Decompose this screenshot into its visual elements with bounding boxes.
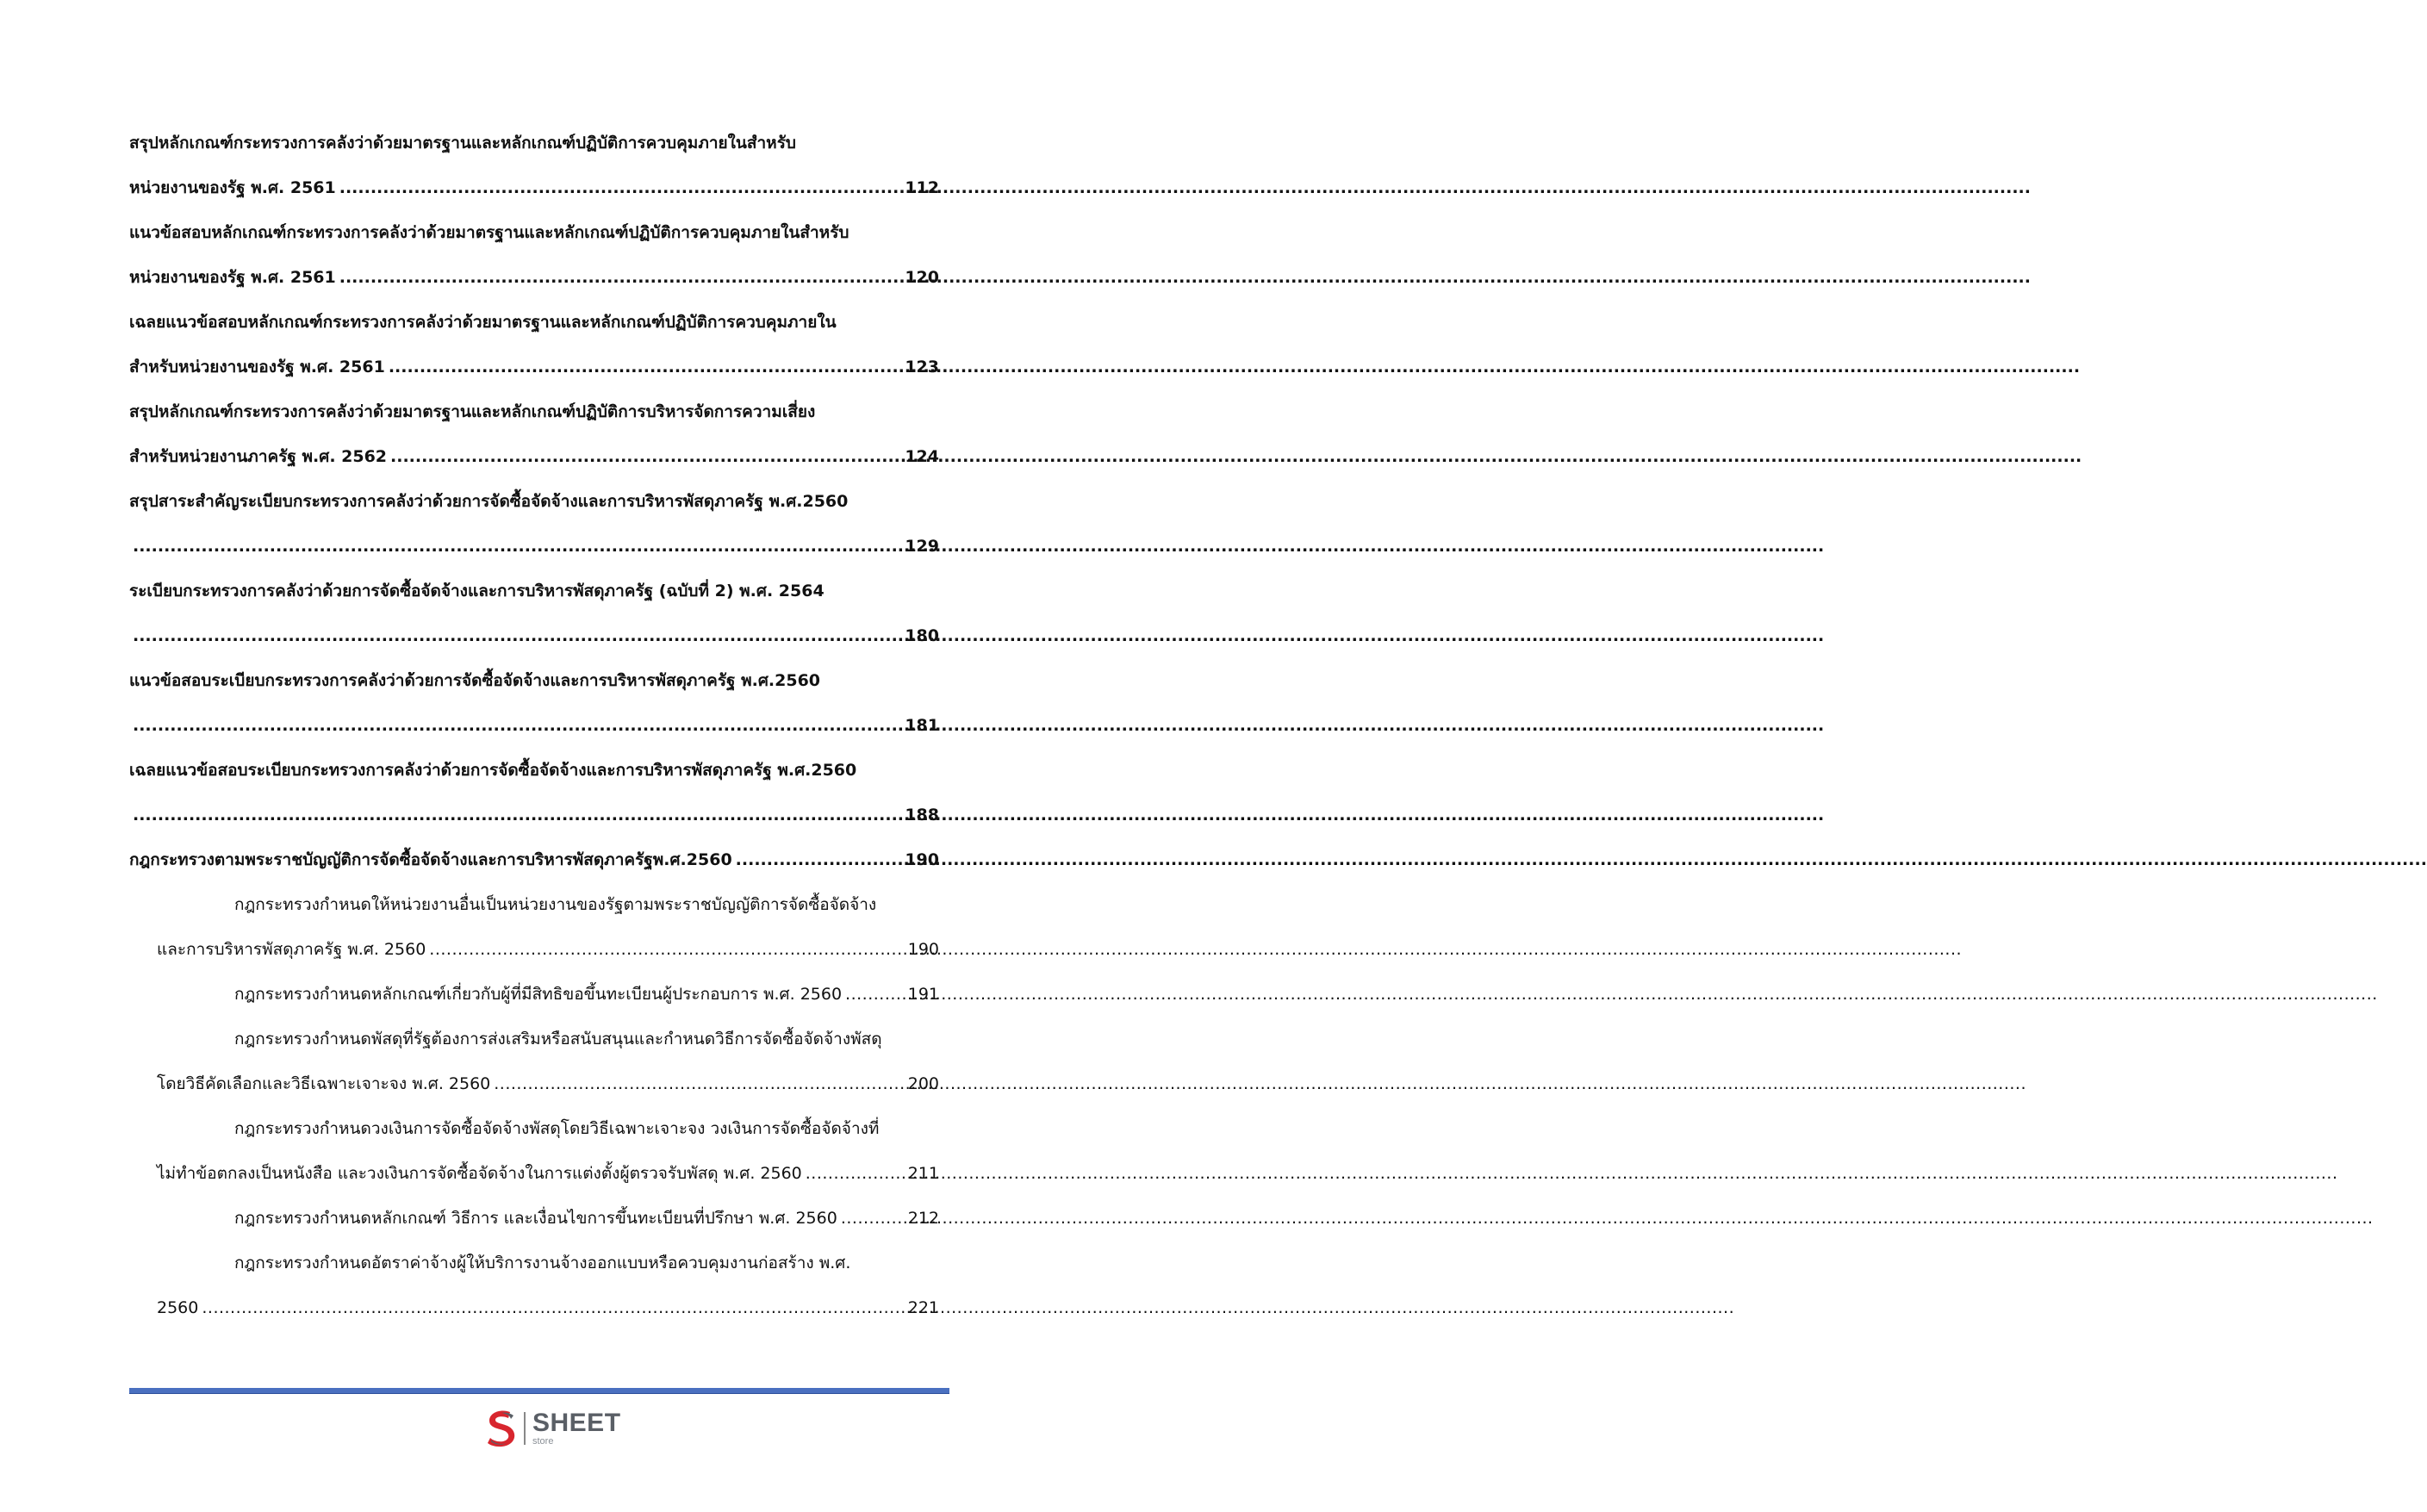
toc-main-entry-1[interactable] [129,121,939,210]
dot-leader [339,255,902,300]
toc-entry-title: กฎกระทรวงกำหนดหลักเกณฑ์เกี่ยวกับผู้ที่มีสิทธิขอขึ้นทะเบียนผู้ประกอบการ พ.ศ. 2560 [234,985,843,1004]
toc-entry-title: เฉลยแนวข้อสอบหลักเกณฑ์กระทรวงการคลังว่าด้วยมาตรฐานและหลักเกณฑ์ปฏิบัติการควบคุมภายใน [129,313,837,332]
toc-page-number: 181 [905,716,939,735]
toc-sub-entry-3[interactable] [129,1017,939,1106]
toc-entry-title-cont: ไม่ทำข้อตกลงเป็นหนังสือ และวงเงินการจัดซื้อจัดจ้างในการแต่งตั้งผู้ตรวจรับพัสดุ พ.ศ. 2560 [157,1164,802,1183]
toc-entry-title-cont: และการบริหารพัสดุภาครัฐ พ.ศ. 2560 [157,940,426,959]
toc-page-number: 191 [907,985,939,1004]
dot-leader [339,165,902,210]
toc-page-number: 124 [905,447,939,466]
toc-entry-title-cont: สำหรับหน่วยงานของรัฐ พ.ศ. 2561 [129,358,385,376]
dot-leader [202,1285,904,1330]
toc-entry-title: สรุปหลักเกณฑ์กระทรวงการคลังว่าด้วยมาตรฐานและหลักเกณฑ์ปฏิบัติการบริหารจัดการความเสี่ยง [129,402,816,421]
logo-brand-text: SHEET [532,1409,621,1437]
toc-entry-title: กฎกระทรวงกำหนดให้หน่วยงานอื่นเป็นหน่วยงานของรัฐตามพระราชบัญญัติการจัดซื้อจัดจ้าง [234,895,877,914]
toc-page-number: 212 [907,1209,939,1228]
toc-page-number: 112 [905,178,939,197]
footer-divider [129,1388,949,1393]
toc-entry-title: ระเบียบกระทรวงการคลังว่าด้วยการจัดซื้อจัดจ้างและการบริหารพัสดุภาครัฐ (ฉบับที่ 2) พ.ศ. 2564 [129,582,825,600]
toc-main-entry-2[interactable] [129,210,939,300]
toc-page-number: 211 [907,1164,939,1183]
toc-entry-title: เฉลยแนวข้อสอบระเบียบกระทรวงการคลังว่าด้วยการจัดซื้อจัดจ้างและการบริหารพัสดุภาครัฐ พ.ศ.2560 [129,761,857,780]
dot-leader [845,972,905,1017]
toc-page-number: 190 [905,850,939,869]
toc-entry-title-cont: หน่วยงานของรัฐ พ.ศ. 2561 [129,178,336,197]
toc-entry-title-cont: 2560 [157,1298,199,1317]
dot-leader [133,703,901,748]
sheet-store-logo [484,1406,621,1451]
toc-entry-title: สรุปสาระสำคัญระเบียบกระทรวงการคลังว่าด้วยการจัดซื้อจัดจ้างและการบริหารพัสดุภาครัฐ พ.ศ.2560 [129,492,849,511]
dot-leader [389,345,902,389]
dot-leader [133,613,901,658]
toc-page-number: 129 [905,537,939,556]
toc-entry-title: กฎกระทรวงกำหนดหลักเกณฑ์ วิธีการ และเงื่อนไขการขึ้นทะเบียนที่ปรึกษา พ.ศ. 2560 [234,1209,837,1228]
dot-leader [133,793,901,837]
toc-main-entry-7[interactable] [129,658,939,748]
toc-entry-title: กฎกระทรวงกำหนดอัตราค่าจ้างผู้ให้บริการงานจ้างออกแบบหรือควบคุมงานก่อสร้าง พ.ศ. [234,1254,851,1272]
toc-main-entry-4[interactable] [129,389,939,479]
logo-separator [524,1412,526,1445]
toc-sub-entry-6[interactable] [129,1241,939,1330]
dot-leader [736,837,902,882]
toc-main-entry-3[interactable] [129,300,939,389]
toc-main-entry-6[interactable] [129,569,939,658]
toc-main-entry-5[interactable] [129,479,939,569]
toc-sub-entry-4[interactable] [129,1106,939,1196]
toc-entry-title: กฎกระทรวงตามพระราชบัญญัติการจัดซื้อจัดจ้างและการบริหารพัสดุภาครัฐพ.ศ.2560 [129,850,732,869]
toc-entry-title: แนวข้อสอบระเบียบกระทรวงการคลังว่าด้วยการจัดซื้อจัดจ้างและการบริหารพัสดุภาครัฐ พ.ศ.2560 [129,671,821,690]
toc-page-number: 180 [905,626,939,645]
dot-leader [841,1196,905,1241]
toc-entry-title-cont: สำหรับหน่วยงานภาครัฐ พ.ศ. 2562 [129,447,388,466]
dot-leader [429,927,904,972]
toc-entry-title: กฎกระทรวงกำหนดพัสดุที่รัฐต้องการส่งเสริมหรือสนับสนุนและกำหนดวิธีการจัดซื้อจัดจ้างพัสดุ [234,1030,882,1048]
logo-sub-text: store [532,1436,554,1447]
toc-page-number: 188 [905,806,939,824]
toc-page-number: 221 [907,1298,939,1317]
toc-page-number: 190 [907,940,939,959]
toc-page-number: 200 [907,1074,939,1093]
toc-entry-title: กฎกระทรวงกำหนดวงเงินการจัดซื้อจัดจ้างพัสดุโดยวิธีเฉพาะเจาะจง วงเงินการจัดซื้อจัดจ้างที่ [234,1119,880,1138]
toc-entry-title-cont: หน่วยงานของรัฐ พ.ศ. 2561 [129,268,336,287]
toc-sub-entry-5[interactable] [129,1196,939,1241]
toc-sub-entry-1[interactable] [129,882,939,972]
toc-entry-title-cont: โดยวิธีคัดเลือกและวิธีเฉพาะเจาะจง พ.ศ. 2560 [157,1074,491,1093]
toc-main-entry-9[interactable] [129,837,939,882]
dot-leader [390,434,901,479]
dot-leader [133,524,901,569]
toc-page-number: 120 [905,268,939,287]
sheet-logo-icon [484,1407,519,1450]
toc-entry-title: สรุปหลักเกณฑ์กระทรวงการคลังว่าด้วยมาตรฐานและหลักเกณฑ์ปฏิบัติการควบคุมภายในสำหรับ [129,134,796,152]
toc-main-entry-8[interactable] [129,748,939,837]
dot-leader [494,1061,904,1106]
toc-sub-entry-2[interactable] [129,972,939,1017]
toc-page-number: 123 [905,358,939,376]
toc-entry-title: แนวข้อสอบหลักเกณฑ์กระทรวงการคลังว่าด้วยมาตรฐานและหลักเกณฑ์ปฏิบัติการควบคุมภายในสำหรับ [129,223,849,242]
dot-leader [806,1151,905,1196]
table-of-contents [129,121,939,1330]
